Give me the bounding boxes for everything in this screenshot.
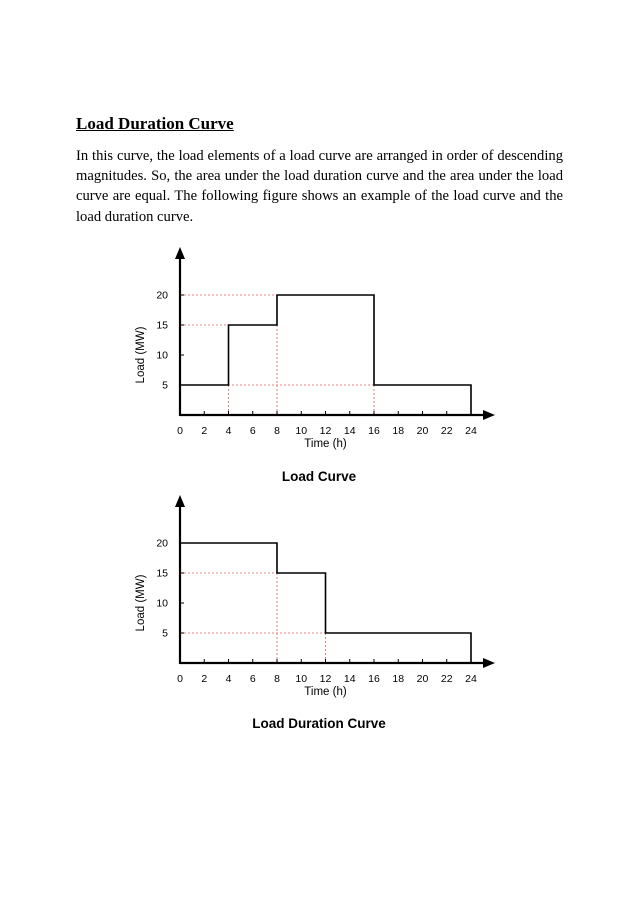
y-tick-label: 15 <box>156 319 168 332</box>
x-tick-label: 14 <box>343 425 356 437</box>
y-tick-label: 5 <box>162 379 168 392</box>
x-tick-label: 18 <box>392 425 405 437</box>
x-tick-label: 16 <box>368 673 380 685</box>
y-tick-label: 20 <box>156 537 168 550</box>
y-axis-label: Load (MW) <box>135 574 147 632</box>
x-tick-label: 6 <box>249 673 256 685</box>
x-tick-label: 4 <box>225 425 232 437</box>
y-axis-arrow <box>175 247 185 259</box>
x-tick-label: 16 <box>368 425 380 437</box>
section-heading: Load Duration Curve <box>76 114 234 133</box>
x-axis-arrow <box>483 658 495 668</box>
body-paragraph: In this curve, the load elements of a load curve are arranged in order of descending magnitudes. So, the area under the load duration curve and the area under the load curve are equal. The following figure shows an example of the load curve and the load duration curve. <box>76 148 563 225</box>
y-tick-label: 10 <box>156 349 168 362</box>
y-axis-arrow <box>175 495 185 507</box>
x-tick-label: 14 <box>343 673 356 685</box>
x-tick-label: 10 <box>295 425 308 437</box>
x-tick-label: 10 <box>295 673 308 685</box>
y-tick-label: 10 <box>156 597 168 610</box>
x-tick-label: 12 <box>319 673 332 685</box>
y-axis-label: Load (MW) <box>135 326 147 384</box>
load-duration-curve-caption: Load Duration Curve <box>252 716 386 731</box>
x-tick-label: 22 <box>440 673 453 685</box>
load-duration-curve-svg <box>0 488 638 703</box>
x-axis-label: Time (h) <box>304 438 347 450</box>
load-duration-curve-chart <box>0 488 638 703</box>
x-tick-label: 18 <box>392 673 405 685</box>
x-tick-label: 2 <box>201 673 208 685</box>
x-axis-arrow <box>483 410 495 420</box>
x-tick-label: 20 <box>416 425 429 437</box>
x-tick-label: 20 <box>416 673 429 685</box>
y-tick-label: 5 <box>162 627 168 640</box>
x-tick-label: 6 <box>249 425 256 437</box>
y-tick-label: 20 <box>156 289 168 302</box>
x-tick-label: 22 <box>440 425 453 437</box>
x-tick-label: 8 <box>274 673 280 685</box>
x-tick-label: 0 <box>177 673 183 685</box>
load-curve-caption: Load Curve <box>281 469 357 484</box>
x-tick-label: 24 <box>465 425 477 437</box>
x-tick-label: 8 <box>274 425 280 437</box>
load-curve-svg <box>0 240 638 455</box>
x-axis-label: Time (h) <box>304 686 347 698</box>
x-tick-label: 0 <box>177 425 183 437</box>
load-step-line <box>180 295 471 415</box>
x-tick-label: 12 <box>319 425 332 437</box>
x-tick-label: 4 <box>225 673 232 685</box>
load-curve-chart <box>0 240 638 455</box>
y-tick-label: 15 <box>156 567 168 580</box>
x-tick-label: 24 <box>465 673 477 685</box>
x-tick-label: 2 <box>201 425 208 437</box>
